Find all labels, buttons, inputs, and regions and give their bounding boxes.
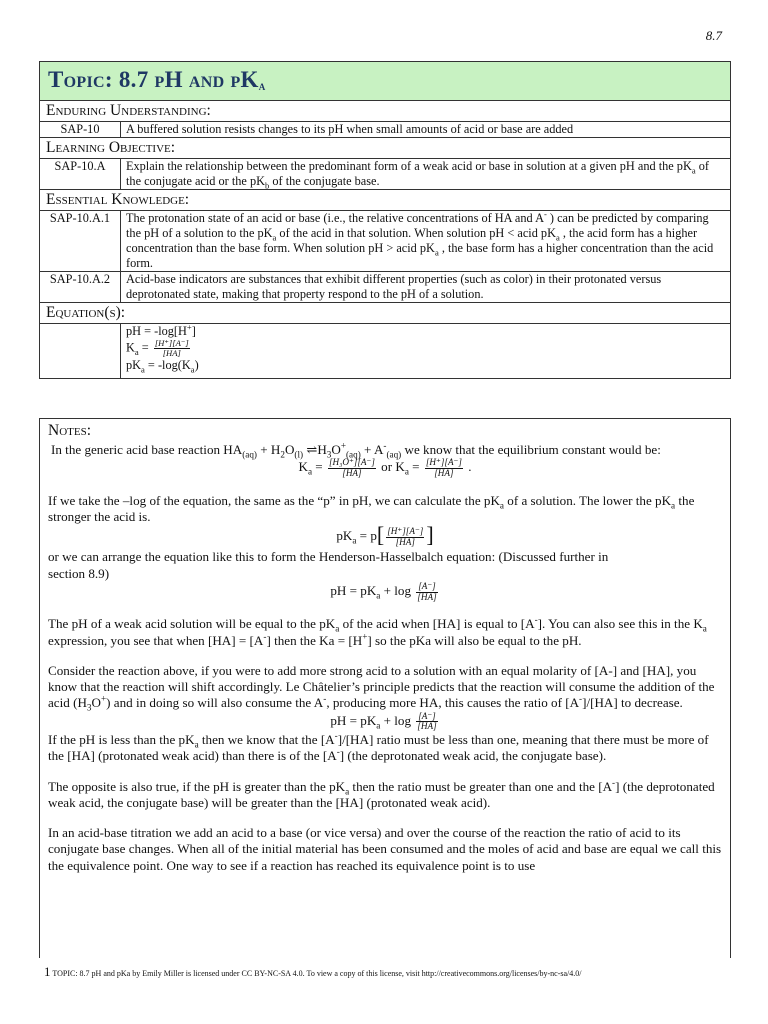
equation-ka: $K_a$ = $\frac{[H^+][A^-]}{[HA]}$ [126, 338, 189, 359]
bracket-right: ] [426, 522, 434, 548]
objective-heading: Learning Objective: [40, 138, 731, 159]
equation-ph: pH = -log[H+] [126, 321, 196, 338]
topic-title-cell [40, 62, 731, 101]
bracket-left: [ [376, 522, 385, 548]
henderson-hasselbalch-2: pH = $pK_a + \log$ $\frac{[A^-]}{[HA]}$ [330, 710, 437, 732]
henderson-hasselbalch-1: pH = $pK_a + \log$ $\frac{[A^-]}{[HA]}$ [330, 580, 437, 602]
knowledge-text-1: The protonation state of an acid or base (i.e., the relative concentrations of HA and A- ) can be predicted by comparing the pH of a solution to the $pK_a$ of the acid in that solution. When solution pH < acid $pK_a$ , the acid form has a higher concentration than the base form. When solution pH > acid $pK_a$ , the base form has a higher concentration than the acid form. [121, 211, 731, 272]
ka-fraction: $\frac{[H^+][A^-]}{[HA]}$ [154, 338, 189, 359]
page-number: 8.7 [705, 28, 722, 43]
notes-paragraph-5: If the pH is less than the $pK_a$ then we know that the [A-]/[HA] ratio must be less than one, meaning that there must be more of the [HA] (protonated weak acid) than there is of the [A-] (the deprotonated weak acid, the conjugate base). [48, 730, 709, 764]
pka-expression: $pK_a = p$[ $\frac{[H^+][A^-]}{[HA]}$ ] [336, 522, 434, 548]
notes-paragraph-2: or we can arrange the equation like this to form the Henderson-Hasselbalch equation: (Discussed further in section 8.9) [48, 549, 609, 581]
knowledge-code-1: SAP-10.A.1 [40, 211, 121, 272]
notes-paragraph-4: Consider the reaction above, if you were to add more strong acid to a solution with an equal molarity of [A-] and [HA], you know that the reaction will shift accordingly. Le Châtelier’s principle predicts that the reaction will consume the addition of the acid $(H_3O^+)$ and in doing so will also consume the A-, producing more HA, this causes the ratio of [A-]/[HA] to decrease. [48, 662, 715, 714]
notes-heading: Notes: [48, 422, 91, 439]
equilibrium-expression: $K_a$ = $\frac{\text{[H₃O⁺][A⁻]}}{[HA]}$ or $K_a$ = $\frac{[H^+][A^-]}{[HA]}$ . [298, 457, 472, 478]
enduring-heading: Enduring Understanding: [40, 101, 731, 122]
notes-paragraph-7: In an acid-base titration we add an acid to a base (or vice versa) and over the course of the reaction the ratio of acid to its conjugate base changes. When all of the initial material has been consumed and the moles of acid and base are equal we call this the equivalence point. One way to see if a reaction has reached its equivalence point is to use [48, 825, 722, 873]
objective-text: Explain the relationship between the predominant form of a weak acid or base in solution at a given pH and the $pK_a$ of the conjugate acid or the $pK_b$ of the conjugate base. [121, 159, 731, 190]
notes-paragraph-1: If we take the –log of the equation, the same as the “p” in pH, we can calculate the $pK_a$ of a solution. The lower the $pK_a$ the stronger the acid is. [48, 492, 695, 524]
equation-pka: $pK_a = -\log(K_a)$ [126, 358, 199, 375]
notes-paragraph-3: The pH of a weak acid solution will be equal to the $pK_a$ of the acid when [HA] is equal to [A-]. You can also see this in the $K_a$ expression, you see that when [HA] = [A-] then the Ka = [H+] so the pKa will also be equal to the pH. [48, 614, 707, 648]
knowledge-heading: Essential Knowledge: [40, 190, 731, 211]
footnote-number: 1 [44, 964, 51, 979]
enduring-code: SAP-10 [40, 122, 121, 138]
footnote-text: TOPIC: 8.7 pH and pKa by Emily Miller is licensed under CC BY-NC-SA 4.0. To view a copy of this license, visit http://creativecommons.org/licenses/by-nc-sa/4.0/ [50, 969, 582, 978]
enduring-text: A buffered solution resists changes to its pH when small amounts of acid or base are added [121, 122, 731, 138]
equations-code [40, 324, 121, 379]
equations-list [121, 321, 731, 379]
notes-intro: In the generic acid base reaction $HA_{(aq)} + H_2O_{(l)}$ $\rightleftharpoons H_3O^+_{(aq)} + A^-_{(aq)}$ we know that the equilibrium constant would be: [51, 440, 661, 460]
topic-table [39, 61, 731, 379]
objective-code: SAP-10.A [40, 159, 121, 190]
knowledge-code-2: SAP-10.A.2 [40, 272, 121, 303]
notes-box [39, 418, 731, 958]
knowledge-text-2: Acid-base indicators are substances that exhibit different properties (such as color) in their protonated versus deprotonated state, making that property respond to the pH of a solution. [121, 272, 731, 303]
notes-paragraph-6: The opposite is also true, if the pH is greater than the $pK_a$ then the ratio must be greater than one and the [A-] (the deprotonated weak acid, the conjugate base) will be greater than the [HA] (protonated weak acid). [48, 777, 715, 810]
topic-title: Topic: 8.7 pH and $pK_a$ [48, 66, 266, 93]
license-footer [44, 964, 582, 980]
equations-heading: Equation(s): [40, 303, 731, 324]
